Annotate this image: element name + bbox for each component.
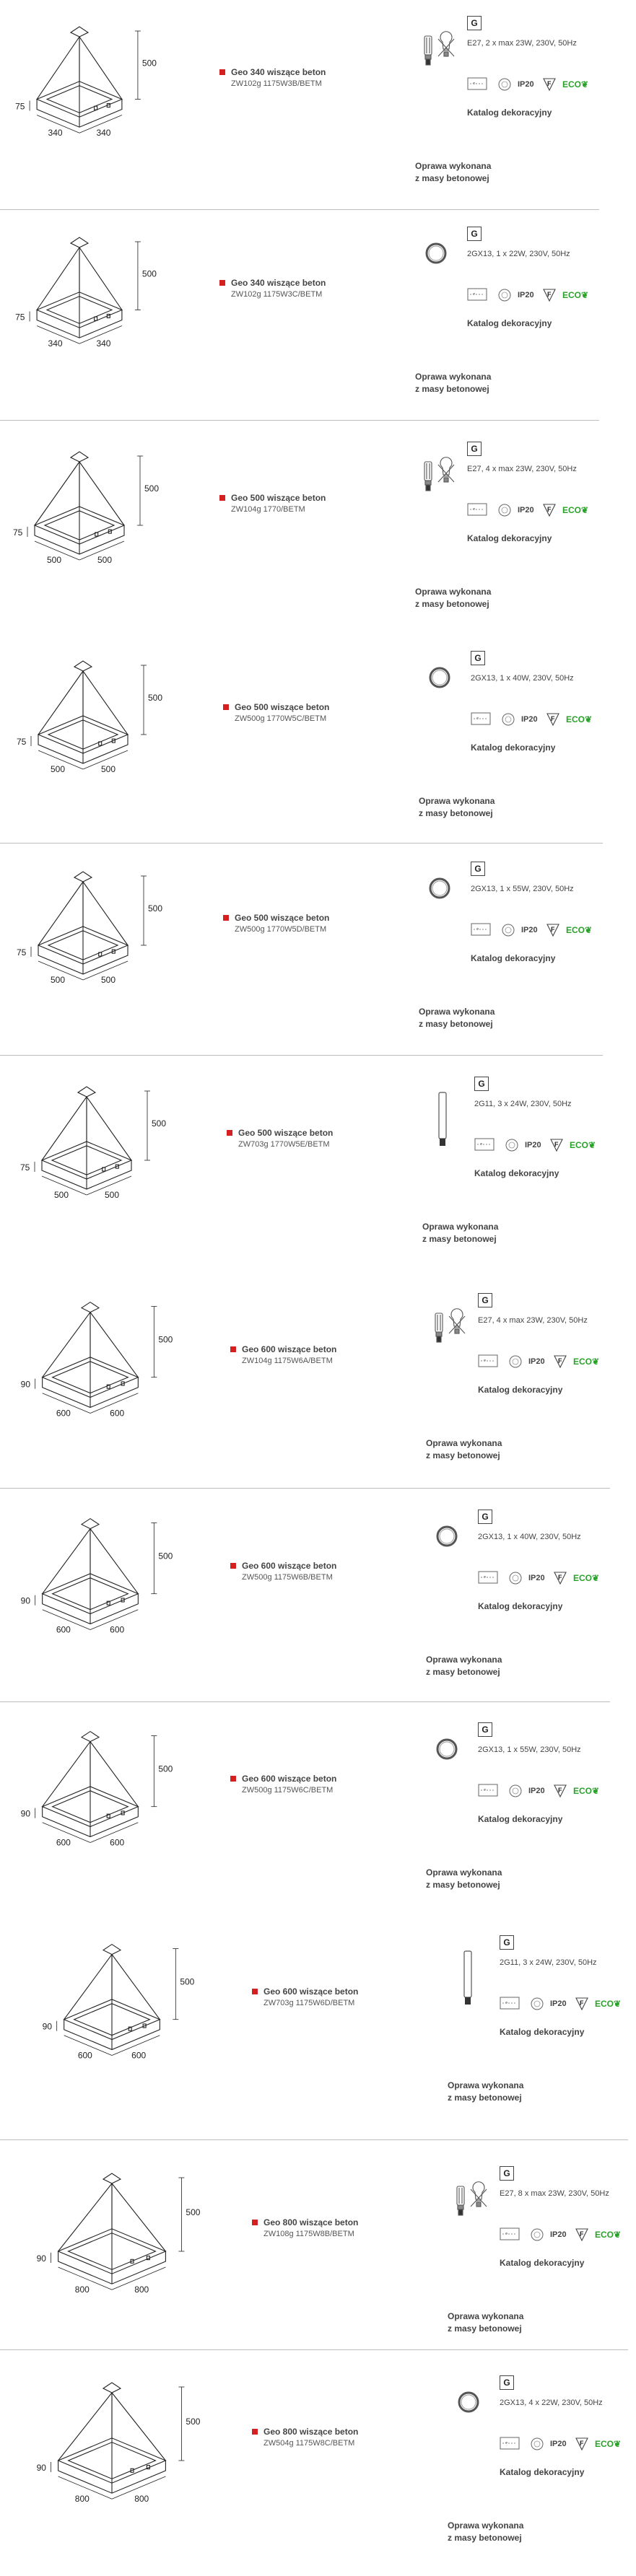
product-entry bbox=[0, 846, 636, 1062]
svg-text:°: ° bbox=[476, 717, 479, 723]
ring-lamp-icon bbox=[435, 1737, 459, 1761]
dim-width-left: 600 bbox=[56, 1624, 71, 1635]
indoor-icon bbox=[467, 288, 487, 305]
indoor-icon bbox=[478, 1354, 498, 1371]
red-bullet-icon bbox=[252, 2429, 258, 2435]
spec-block bbox=[422, 1077, 610, 1178]
material-note: Oprawa wykonana z masy betonowej bbox=[426, 1655, 502, 1677]
energy-mark-icon: G bbox=[500, 2375, 514, 2390]
class-icon bbox=[501, 712, 515, 730]
catalog-label: Katalog dekoracyjny bbox=[467, 318, 552, 328]
product-name: Geo 500 wiszące beton bbox=[231, 493, 326, 503]
product-name: Geo 500 wiszące beton bbox=[238, 1128, 334, 1138]
product-drawing bbox=[32, 2163, 201, 2322]
e27-lamp-icon bbox=[421, 35, 457, 69]
energy-mark-icon: G bbox=[474, 1077, 489, 1091]
eco-label: ECO❦ bbox=[573, 1573, 600, 1583]
product-name: Geo 600 wiszące beton bbox=[263, 1986, 359, 1997]
dim-width-right: 340 bbox=[96, 128, 111, 139]
tube-lamp-icon bbox=[435, 1091, 450, 1149]
socket-spec: 2GX13, 1 x 55W, 230V, 50Hz bbox=[471, 885, 574, 893]
product-drawing bbox=[11, 1719, 173, 1878]
product-name: Geo 600 wiszące beton bbox=[242, 1344, 337, 1354]
socket-spec: 2G11, 3 x 24W, 230V, 50Hz bbox=[500, 1958, 597, 1967]
energy-mark-icon: G bbox=[467, 442, 482, 456]
dim-width-left: 600 bbox=[56, 1837, 71, 1848]
svg-text:F: F bbox=[551, 715, 555, 722]
svg-text:F: F bbox=[558, 1787, 562, 1794]
f-mark-icon bbox=[553, 1571, 567, 1589]
spec-block bbox=[448, 1935, 635, 2037]
eco-label: ECO❦ bbox=[566, 925, 593, 935]
dim-depth: 75 bbox=[20, 1162, 30, 1173]
catalog-label: Katalog dekoracyjny bbox=[500, 2467, 585, 2477]
energy-mark-icon: G bbox=[478, 1722, 492, 1737]
svg-text:°: ° bbox=[484, 1575, 487, 1582]
svg-text:°: ° bbox=[473, 507, 476, 514]
f-mark-icon bbox=[575, 2227, 589, 2246]
catalog-label: Katalog dekoracyjny bbox=[467, 533, 552, 543]
e27-lamp-icon bbox=[432, 1312, 468, 1346]
dim-width-left: 500 bbox=[51, 764, 66, 774]
leaf-icon: ❦ bbox=[581, 79, 589, 89]
class-icon bbox=[505, 1138, 519, 1156]
product-name: Geo 800 wiszące beton bbox=[263, 2217, 359, 2227]
class-icon bbox=[530, 2437, 544, 2455]
svg-text:F: F bbox=[580, 2440, 584, 2447]
product-drawing bbox=[0, 224, 159, 382]
eco-label: ECO❦ bbox=[595, 2439, 622, 2449]
ring-lamp-icon bbox=[435, 1524, 459, 1548]
socket-spec: 2GX13, 1 x 40W, 230V, 50Hz bbox=[478, 1533, 581, 1541]
socket-spec: E27, 8 x max 23W, 230V, 50Hz bbox=[500, 2189, 609, 2198]
ip-rating: IP20 bbox=[528, 1574, 545, 1582]
ring-lamp-icon bbox=[427, 876, 452, 901]
socket-spec: E27, 2 x max 23W, 230V, 50Hz bbox=[467, 39, 577, 48]
indoor-icon bbox=[467, 77, 487, 94]
product-code: ZW102g 1175W3C/BETM bbox=[231, 290, 323, 299]
red-bullet-icon bbox=[252, 2220, 258, 2225]
product-code: ZW104g 1770/BETM bbox=[231, 505, 305, 514]
ip-rating: IP20 bbox=[525, 1141, 541, 1149]
energy-mark-icon: G bbox=[471, 651, 485, 665]
red-bullet-icon bbox=[219, 280, 225, 286]
ip-rating: IP20 bbox=[518, 506, 534, 514]
f-mark-icon bbox=[542, 77, 557, 95]
product-code: ZW500g 1175W6B/BETM bbox=[242, 1573, 333, 1582]
material-note: Oprawa wykonana z masy betonowej bbox=[448, 2080, 524, 2103]
dim-depth: 75 bbox=[17, 737, 27, 747]
indoor-icon bbox=[500, 2437, 520, 2453]
dim-width-right: 600 bbox=[110, 1624, 125, 1635]
leaf-icon: ❦ bbox=[614, 1999, 622, 2009]
energy-mark-icon: G bbox=[471, 862, 485, 876]
class-icon bbox=[497, 503, 512, 521]
svg-text:F: F bbox=[547, 506, 552, 513]
dim-height: 500 bbox=[180, 1976, 195, 1987]
ip-rating: IP20 bbox=[521, 715, 538, 724]
indoor-icon bbox=[471, 923, 491, 939]
spec-block bbox=[448, 2375, 635, 2477]
product-code: ZW102g 1175W3B/BETM bbox=[231, 79, 322, 88]
dim-width-left: 340 bbox=[48, 338, 63, 349]
indoor-icon bbox=[467, 503, 487, 520]
dim-depth: 90 bbox=[20, 1808, 31, 1819]
dim-depth: 90 bbox=[36, 2253, 46, 2264]
energy-mark-icon: G bbox=[500, 2166, 514, 2181]
dim-width-left: 500 bbox=[51, 975, 66, 985]
product-drawing bbox=[32, 2373, 201, 2531]
dim-width-left: 600 bbox=[56, 1408, 71, 1419]
ip-rating: IP20 bbox=[521, 926, 538, 934]
product-entry bbox=[0, 1061, 636, 1277]
dim-width-left: 340 bbox=[48, 128, 63, 139]
dim-width-left: 500 bbox=[47, 555, 62, 565]
spec-block bbox=[426, 1510, 614, 1611]
socket-spec: 2GX13, 1 x 40W, 230V, 50Hz bbox=[471, 674, 574, 683]
f-mark-icon bbox=[542, 503, 557, 521]
dim-depth: 75 bbox=[17, 947, 27, 958]
ip-rating: IP20 bbox=[550, 2440, 567, 2448]
leaf-icon: ❦ bbox=[592, 1573, 600, 1583]
energy-mark-icon: G bbox=[478, 1293, 492, 1307]
energy-mark-icon: G bbox=[478, 1510, 492, 1524]
f-mark-icon bbox=[575, 2437, 589, 2455]
svg-text:°: ° bbox=[473, 292, 476, 299]
product-drawing bbox=[0, 13, 159, 172]
product-code: ZW104g 1175W6A/BETM bbox=[242, 1357, 333, 1365]
catalog-label: Katalog dekoracyjny bbox=[471, 953, 556, 963]
product-code: ZW703g 1175W6D/BETM bbox=[263, 1999, 355, 2007]
red-bullet-icon bbox=[219, 495, 225, 501]
dim-height: 500 bbox=[148, 693, 163, 703]
indoor-icon bbox=[471, 712, 491, 729]
product-name: Geo 500 wiszące beton bbox=[235, 913, 330, 923]
product-drawing bbox=[32, 1932, 195, 2091]
ip-rating: IP20 bbox=[528, 1787, 545, 1795]
product-entry bbox=[0, 1919, 636, 2136]
spec-block bbox=[415, 227, 603, 328]
ring-lamp-icon bbox=[456, 2390, 481, 2414]
e27-lamp-icon bbox=[453, 2185, 489, 2220]
dim-width-right: 340 bbox=[96, 338, 111, 349]
svg-text:°: ° bbox=[476, 927, 479, 934]
dim-depth: 75 bbox=[13, 527, 23, 538]
section-divider bbox=[0, 420, 599, 421]
indoor-icon bbox=[474, 1138, 495, 1155]
dim-depth: 75 bbox=[15, 312, 25, 323]
eco-label: ECO❦ bbox=[595, 2230, 622, 2240]
product-title bbox=[242, 1773, 336, 1796]
section-divider bbox=[0, 843, 603, 844]
catalog-label: Katalog dekoracyjny bbox=[478, 1385, 563, 1395]
red-bullet-icon bbox=[223, 704, 229, 710]
catalog-label: Katalog dekoracyjny bbox=[500, 2258, 585, 2268]
spec-block bbox=[426, 1722, 614, 1824]
class-icon bbox=[508, 1784, 523, 1802]
catalog-label: Katalog dekoracyjny bbox=[474, 1168, 559, 1178]
product-entry bbox=[0, 211, 636, 427]
svg-text:°: ° bbox=[505, 2441, 508, 2448]
energy-mark-icon: G bbox=[467, 227, 482, 241]
f-mark-icon bbox=[575, 1997, 589, 2015]
socket-spec: 2GX13, 1 x 22W, 230V, 50Hz bbox=[467, 250, 570, 258]
catalog-label: Katalog dekoracyjny bbox=[478, 1601, 563, 1611]
dim-width-right: 800 bbox=[134, 2284, 149, 2295]
catalog-label: Katalog dekoracyjny bbox=[478, 1814, 563, 1824]
dim-width-right: 500 bbox=[105, 1190, 120, 1200]
f-mark-icon bbox=[546, 712, 560, 730]
product-title bbox=[242, 1344, 336, 1367]
section-divider bbox=[0, 1055, 603, 1056]
material-note: Oprawa wykonana z masy betonowej bbox=[419, 796, 495, 818]
dim-width-right: 600 bbox=[131, 2050, 147, 2061]
product-entry bbox=[0, 1494, 636, 1710]
svg-text:F: F bbox=[547, 291, 552, 298]
class-icon bbox=[530, 2227, 544, 2246]
dim-width-left: 800 bbox=[74, 2284, 90, 2295]
energy-mark-icon: G bbox=[500, 1935, 514, 1950]
socket-spec: E27, 4 x max 23W, 230V, 50Hz bbox=[467, 465, 577, 473]
material-note: Oprawa wykonana z masy betonowej bbox=[426, 1438, 502, 1460]
f-mark-icon bbox=[542, 288, 557, 306]
class-icon bbox=[497, 77, 512, 95]
svg-text:F: F bbox=[554, 1141, 559, 1148]
material-note: Oprawa wykonana z masy betonowej bbox=[448, 2520, 524, 2543]
class-icon bbox=[530, 1997, 544, 2015]
eco-label: ECO❦ bbox=[573, 1357, 600, 1367]
leaf-icon: ❦ bbox=[592, 1786, 600, 1796]
class-icon bbox=[508, 1354, 523, 1372]
product-name: Geo 800 wiszące beton bbox=[263, 2427, 359, 2437]
socket-spec: 2G11, 3 x 24W, 230V, 50Hz bbox=[474, 1100, 572, 1108]
product-title bbox=[235, 912, 329, 935]
catalog-label: Katalog dekoracyjny bbox=[471, 742, 556, 753]
eco-label: ECO❦ bbox=[570, 1140, 596, 1150]
tube-lamp-icon bbox=[461, 1950, 475, 2007]
product-title bbox=[231, 277, 326, 300]
socket-spec: 2GX13, 4 x 22W, 230V, 50Hz bbox=[500, 2398, 603, 2407]
svg-text:°: ° bbox=[484, 1359, 487, 1365]
dim-height: 500 bbox=[186, 2207, 201, 2217]
material-note: Oprawa wykonana z masy betonowej bbox=[415, 587, 492, 609]
product-name: Geo 340 wiszące beton bbox=[231, 278, 326, 288]
spec-block bbox=[419, 862, 606, 963]
material-note: Oprawa wykonana z masy betonowej bbox=[448, 2311, 524, 2334]
ip-rating: IP20 bbox=[550, 1999, 567, 2008]
svg-text:°: ° bbox=[473, 82, 476, 88]
product-drawing bbox=[0, 439, 159, 597]
red-bullet-icon bbox=[230, 1776, 236, 1782]
class-icon bbox=[497, 288, 512, 306]
dim-depth: 90 bbox=[36, 2463, 46, 2473]
dim-width-right: 600 bbox=[110, 1408, 125, 1419]
section-divider bbox=[0, 1701, 610, 1702]
svg-text:°: ° bbox=[505, 2232, 508, 2238]
dim-height: 500 bbox=[158, 1334, 173, 1345]
dim-height: 500 bbox=[158, 1551, 173, 1561]
ring-lamp-icon bbox=[424, 241, 448, 266]
leaf-icon: ❦ bbox=[581, 505, 589, 515]
energy-mark-icon: G bbox=[467, 16, 482, 30]
dim-width-right: 500 bbox=[101, 764, 116, 774]
product-code: ZW500g 1770W5D/BETM bbox=[235, 925, 327, 934]
dim-height: 500 bbox=[141, 58, 157, 69]
eco-label: ECO❦ bbox=[562, 505, 589, 515]
product-title bbox=[235, 701, 329, 724]
leaf-icon: ❦ bbox=[614, 2230, 622, 2240]
red-bullet-icon bbox=[230, 1346, 236, 1352]
product-code: ZW703g 1770W5E/BETM bbox=[238, 1140, 330, 1149]
product-code: ZW500g 1175W6C/BETM bbox=[242, 1786, 334, 1795]
dim-depth: 90 bbox=[20, 1379, 31, 1390]
socket-spec: E27, 4 x max 23W, 230V, 50Hz bbox=[478, 1316, 588, 1325]
dim-height: 500 bbox=[158, 1764, 173, 1774]
product-title bbox=[263, 2217, 358, 2240]
eco-label: ECO❦ bbox=[573, 1786, 600, 1796]
product-drawing bbox=[7, 1074, 166, 1232]
dim-depth: 90 bbox=[20, 1595, 31, 1606]
leaf-icon: ❦ bbox=[588, 1140, 596, 1150]
ip-rating: IP20 bbox=[528, 1357, 545, 1366]
product-entry bbox=[0, 426, 636, 642]
svg-text:F: F bbox=[558, 1357, 562, 1364]
product-name: Geo 600 wiszące beton bbox=[242, 1774, 337, 1784]
material-note: Oprawa wykonana z masy betonowej bbox=[419, 1007, 495, 1029]
red-bullet-icon bbox=[219, 69, 225, 75]
section-divider bbox=[0, 2349, 628, 2350]
product-title bbox=[231, 66, 326, 89]
product-entry bbox=[0, 0, 636, 216]
dim-height: 500 bbox=[144, 483, 160, 494]
product-code: ZW504g 1175W8C/BETM bbox=[263, 2439, 355, 2448]
dim-height: 500 bbox=[148, 903, 163, 914]
svg-text:F: F bbox=[580, 1999, 584, 2007]
red-bullet-icon bbox=[227, 1130, 232, 1136]
spec-block bbox=[419, 651, 606, 753]
dim-width-right: 500 bbox=[97, 555, 113, 565]
product-code: ZW500g 1770W5C/BETM bbox=[235, 714, 327, 723]
product-title bbox=[263, 2426, 358, 2449]
f-mark-icon bbox=[546, 923, 560, 941]
material-note: Oprawa wykonana z masy betonowej bbox=[415, 372, 492, 394]
svg-text:F: F bbox=[547, 80, 552, 87]
product-drawing bbox=[11, 1290, 173, 1449]
section-divider bbox=[0, 209, 599, 210]
material-note: Oprawa wykonana z masy betonowej bbox=[422, 1222, 499, 1244]
dim-depth: 90 bbox=[42, 2021, 53, 2032]
f-mark-icon bbox=[549, 1138, 564, 1156]
product-entry bbox=[0, 635, 636, 851]
leaf-icon: ❦ bbox=[614, 2439, 622, 2449]
product-drawing bbox=[11, 1507, 173, 1665]
dim-width-left: 600 bbox=[77, 2050, 92, 2061]
spec-block bbox=[448, 2166, 635, 2268]
eco-label: ECO❦ bbox=[562, 290, 589, 300]
svg-text:°: ° bbox=[505, 2001, 508, 2007]
product-name: Geo 340 wiszące beton bbox=[231, 67, 326, 77]
socket-spec: 2GX13, 1 x 55W, 230V, 50Hz bbox=[478, 1745, 581, 1754]
product-drawing bbox=[4, 648, 162, 807]
product-entry bbox=[0, 2360, 636, 2576]
dim-depth: 75 bbox=[15, 101, 25, 112]
e27-lamp-icon bbox=[421, 460, 457, 495]
class-icon bbox=[508, 1571, 523, 1589]
leaf-icon: ❦ bbox=[592, 1357, 600, 1367]
dim-width-right: 800 bbox=[134, 2494, 149, 2505]
product-title bbox=[263, 1986, 358, 2009]
spec-block bbox=[415, 16, 603, 118]
ring-lamp-icon bbox=[427, 665, 452, 690]
catalog-label: Katalog dekoracyjny bbox=[500, 2027, 585, 2037]
product-code: ZW108g 1175W8B/BETM bbox=[263, 2230, 354, 2238]
product-entry bbox=[0, 2150, 636, 2367]
svg-text:F: F bbox=[558, 1574, 562, 1581]
section-divider bbox=[0, 1488, 610, 1489]
material-note: Oprawa wykonana z masy betonowej bbox=[415, 161, 492, 183]
material-note: Oprawa wykonana z masy betonowej bbox=[426, 1867, 502, 1890]
eco-label: ECO❦ bbox=[566, 714, 593, 724]
product-title bbox=[231, 492, 326, 515]
f-mark-icon bbox=[553, 1784, 567, 1802]
svg-text:°: ° bbox=[480, 1142, 483, 1149]
eco-label: ECO❦ bbox=[562, 79, 589, 89]
product-title bbox=[242, 1560, 336, 1583]
dim-height: 500 bbox=[186, 2417, 201, 2427]
svg-text:°: ° bbox=[484, 1788, 487, 1795]
dim-width-left: 800 bbox=[74, 2494, 90, 2505]
svg-text:F: F bbox=[551, 926, 555, 933]
red-bullet-icon bbox=[223, 915, 229, 921]
product-name: Geo 500 wiszące beton bbox=[235, 702, 330, 712]
svg-text:F: F bbox=[580, 2230, 584, 2238]
product-title bbox=[238, 1127, 333, 1150]
dim-height: 500 bbox=[152, 1118, 167, 1129]
catalog-label: Katalog dekoracyjny bbox=[467, 108, 552, 118]
class-icon bbox=[501, 923, 515, 941]
red-bullet-icon bbox=[252, 1989, 258, 1994]
dim-width-right: 600 bbox=[110, 1837, 125, 1848]
indoor-icon bbox=[500, 1997, 520, 2013]
dim-width-right: 500 bbox=[101, 975, 116, 985]
section-divider bbox=[0, 2139, 628, 2140]
red-bullet-icon bbox=[230, 1563, 236, 1569]
indoor-icon bbox=[500, 2227, 520, 2244]
ip-rating: IP20 bbox=[550, 2230, 567, 2239]
ip-rating: IP20 bbox=[518, 80, 534, 89]
product-drawing bbox=[4, 859, 162, 1017]
indoor-icon bbox=[478, 1784, 498, 1800]
spec-block bbox=[415, 442, 603, 543]
spec-block bbox=[426, 1293, 614, 1395]
dim-width-left: 500 bbox=[54, 1190, 69, 1200]
product-name: Geo 600 wiszące beton bbox=[242, 1561, 337, 1571]
product-entry bbox=[0, 1707, 636, 1923]
indoor-icon bbox=[478, 1571, 498, 1587]
eco-label: ECO❦ bbox=[595, 1999, 622, 2009]
leaf-icon: ❦ bbox=[581, 290, 589, 300]
leaf-icon: ❦ bbox=[585, 925, 593, 935]
leaf-icon: ❦ bbox=[585, 714, 593, 724]
ip-rating: IP20 bbox=[518, 291, 534, 299]
product-entry bbox=[0, 1277, 636, 1494]
dim-height: 500 bbox=[141, 268, 157, 279]
f-mark-icon bbox=[553, 1354, 567, 1372]
